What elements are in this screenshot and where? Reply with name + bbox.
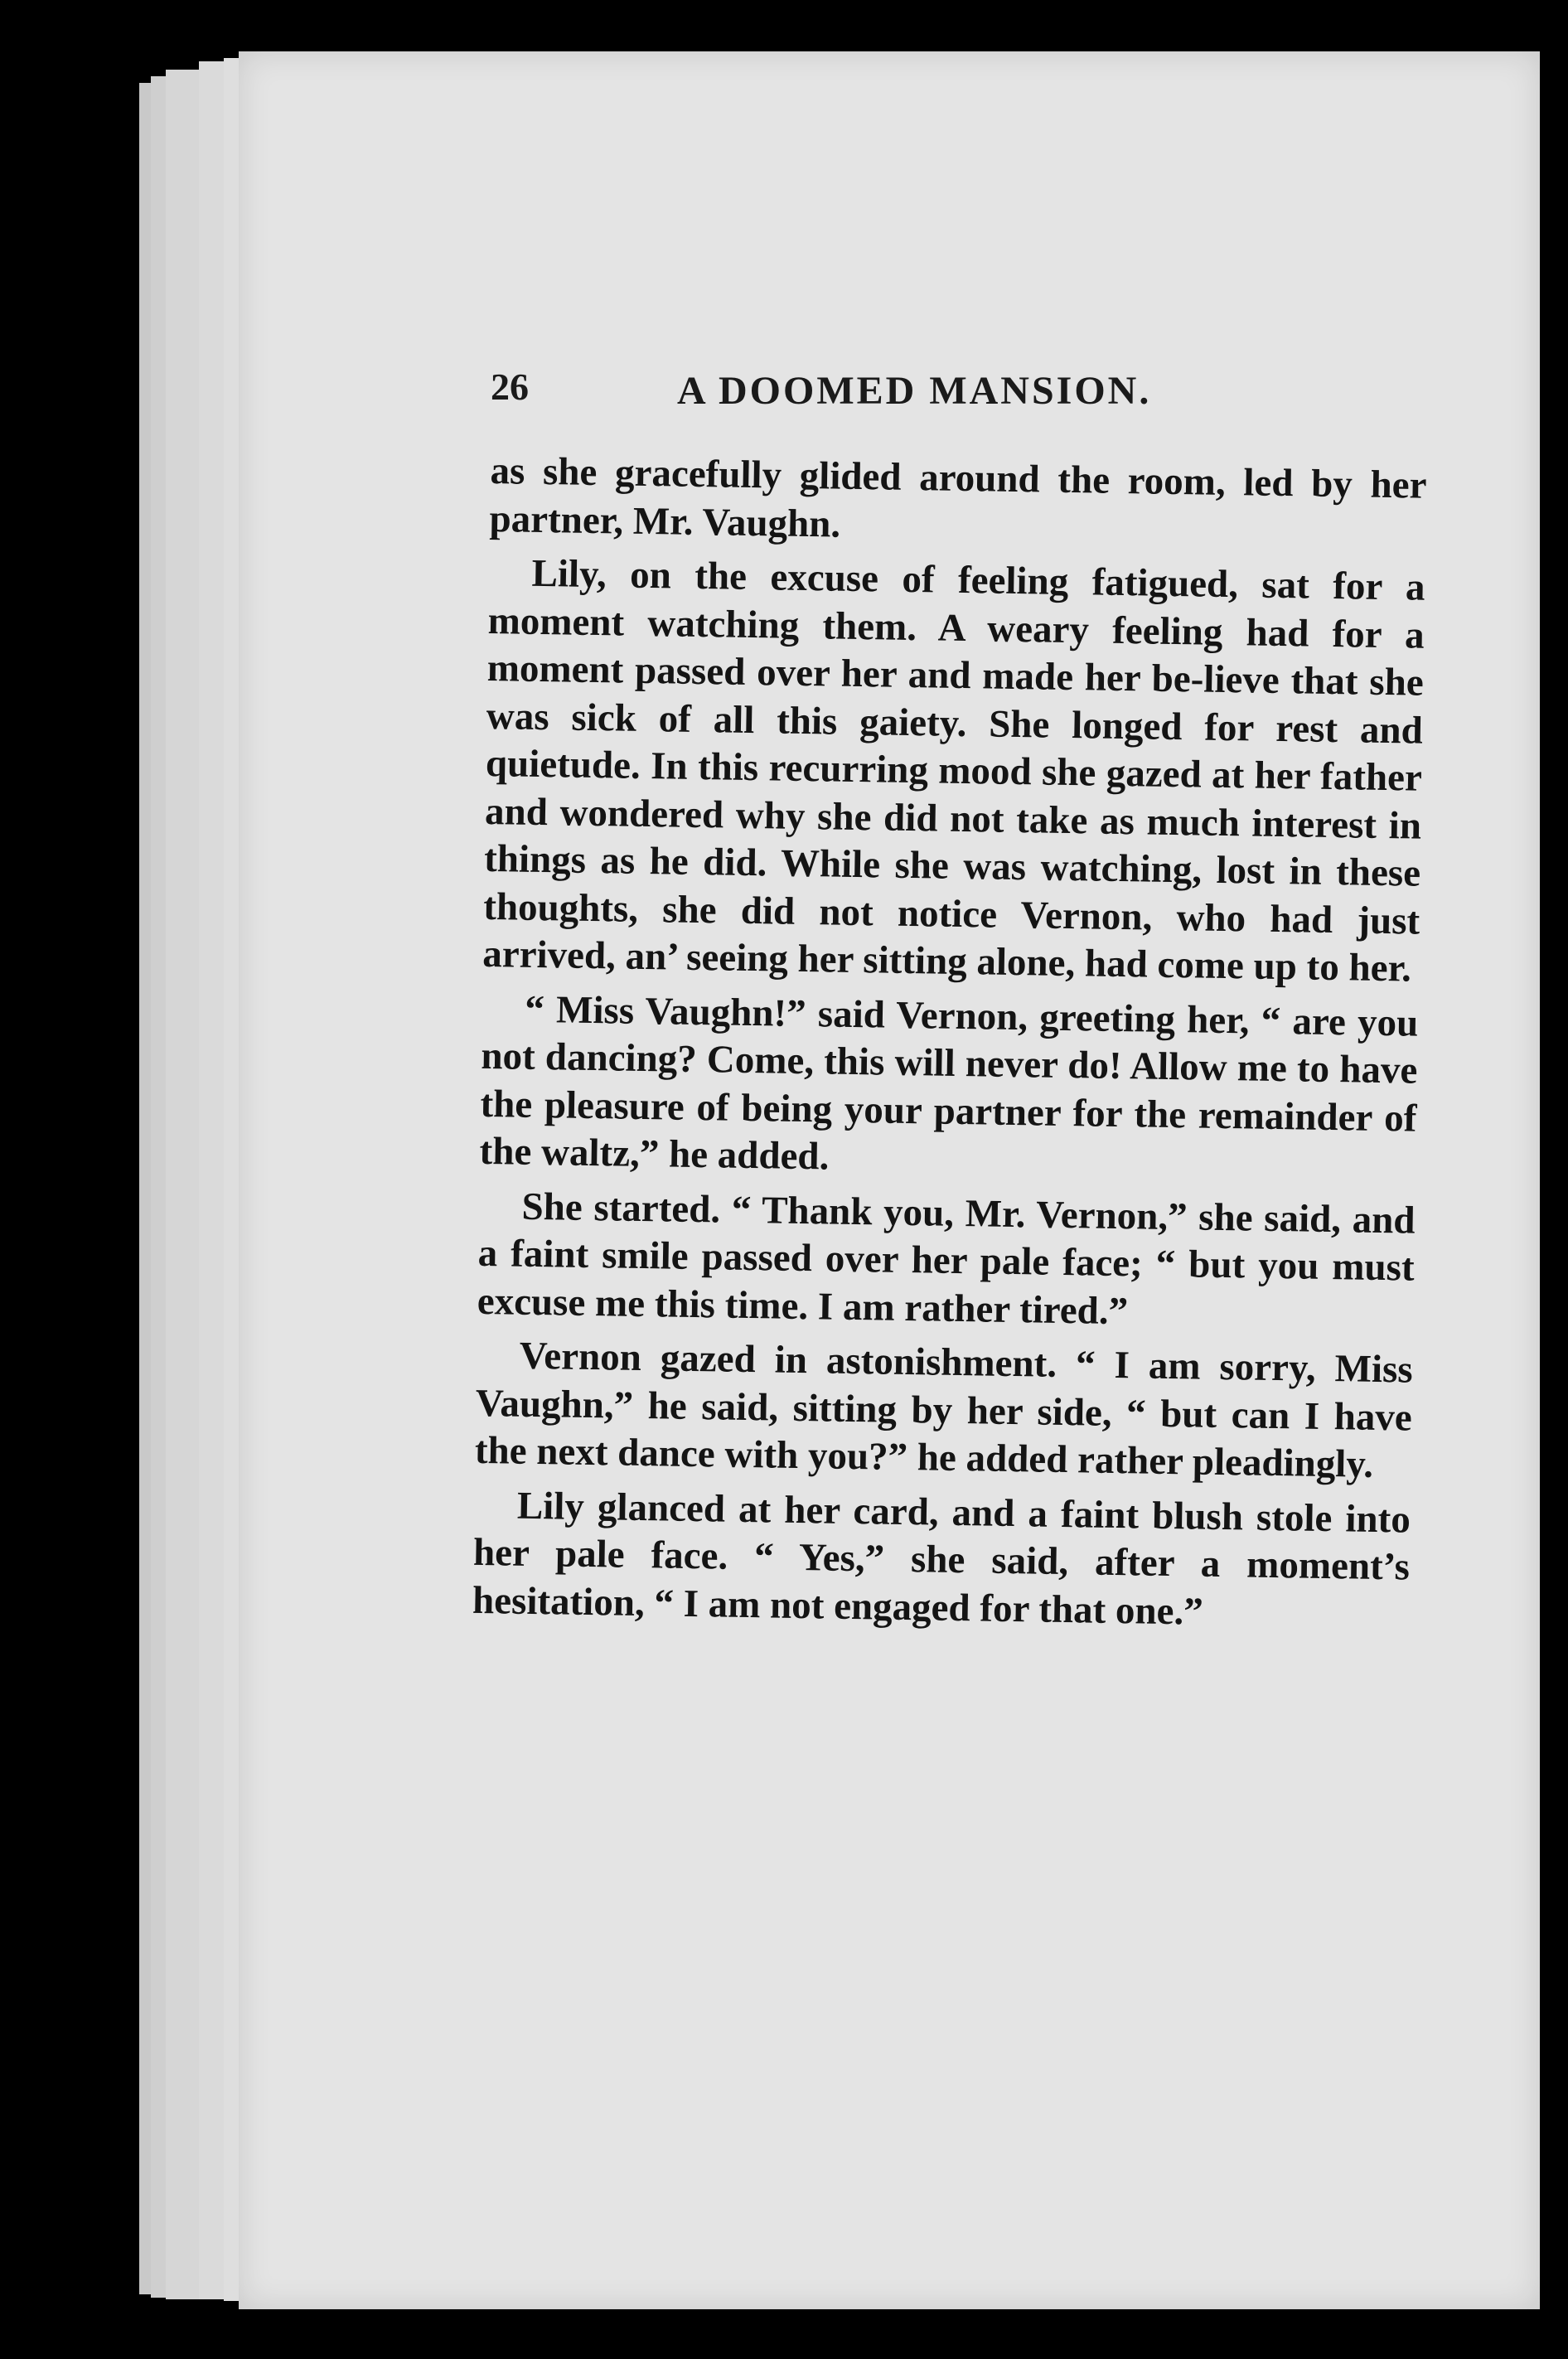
paragraph: as she gracefully glided around the room, led by her partner, Mr. Vaughn.: [489, 448, 1427, 546]
paragraph: She started. “ Thank you, Mr. Vernon,” she said, and a faint smile passed over her pale face; “ but you must excuse me this time. I am rather tired.”: [477, 1184, 1416, 1333]
running-head: A DOOMED MANSION.: [677, 369, 1152, 413]
body-text: [472, 448, 1427, 1640]
paragraph: Lily glanced at her card, and a faint blush stole into her pale face. “ Yes,” she said, after a moment’s hesitation, “ I am not engaged for that one.”: [472, 1484, 1411, 1634]
paragraph: Vernon gazed in astonishment. “ I am sorry, Miss Vaughn,” he said, sitting by her side, “ but can I have the next dance with you?” he added rather pleadingly.: [474, 1334, 1414, 1486]
scan-border: [1540, 51, 1568, 2309]
page-number: 26: [491, 366, 529, 408]
paragraph: Lily, on the excuse of feeling fatigued, sat for a moment watching them. A weary feeling had for a moment passed over her and made her be-lieve that she was sick of all this gaiety. She longed for rest and quietude. In this recurring mood she gazed at her father and wondered why she did not take as much interest in things as he did. While she was watching, lost in these thoughts, she did not notice Vernon, who had just arrived, an’ seeing her sitting alone, had come up to her.: [482, 551, 1425, 991]
paragraph: “ Miss Vaughn!” said Vernon, greeting her, “ are you not dancing? Come, this will never do! Allow me to have the pleasure of being your partner for the remainder of the waltz,” he added.: [479, 987, 1419, 1179]
